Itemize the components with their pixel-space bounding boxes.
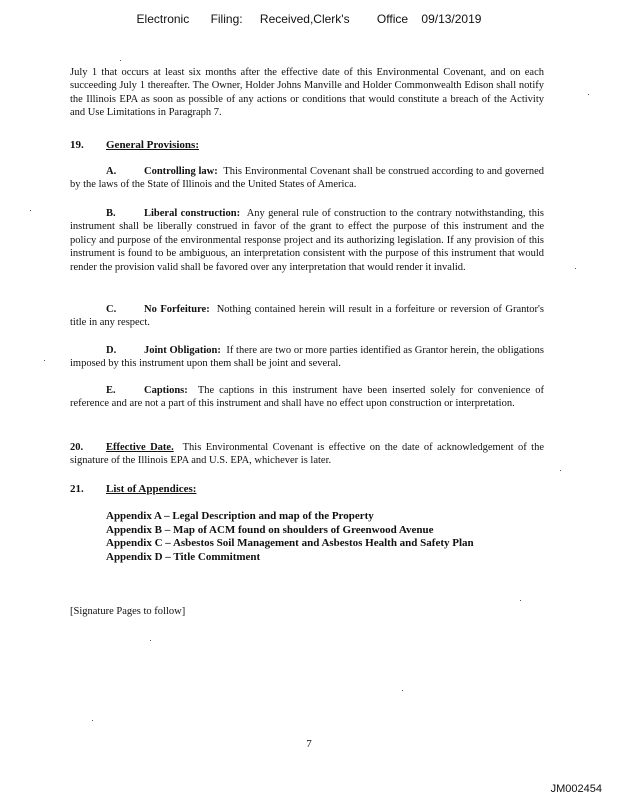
provision-b — [70, 207, 544, 274]
provision-e — [70, 384, 544, 411]
page-number: 7 — [306, 738, 312, 750]
provision-text: Nothing contained herein will result in a forfeiture or reversion of Grantor's title in any respect. — [70, 304, 544, 329]
provision-d — [70, 344, 544, 371]
stamp-word: Office — [376, 12, 409, 26]
scan-speck — [92, 720, 93, 721]
provision-title: Joint Obligation: — [144, 345, 221, 356]
intro-text: July 1 that occurs at least six months after the effective date of this Environmental Covenant, and on each succeeding July 1 thereafter. The Owner, Holder Johns Manville and Holder Commonwealth Edison shall notify the Illinois EPA as soon as possible of any actions or conditions that would constitute a breach of the Activity and Use Limitations in Paragraph 7. — [70, 67, 544, 119]
section-number: 20. — [70, 442, 84, 453]
section-title: List of Appendices: — [106, 483, 197, 495]
section-19-heading — [70, 139, 199, 151]
appendix-item: Appendix B – Map of ACM found on shoulders of Greenwood Avenue — [106, 523, 434, 536]
bates-number: JM002454 — [550, 783, 602, 795]
provision-text: If there are two or more parties identified as Grantor herein, the obligations imposed by this instrument upon them shall be joint and several. — [70, 345, 545, 370]
section-20 — [70, 441, 544, 468]
section-title: General Provisions: — [106, 139, 199, 151]
scan-speck — [44, 360, 45, 361]
scan-speck — [402, 690, 403, 691]
section-21-heading — [70, 483, 196, 495]
stamp-word: Electronic — [136, 12, 190, 26]
scan-speck — [520, 600, 521, 601]
provision-label: B. — [106, 208, 116, 219]
scan-speck — [120, 60, 121, 61]
provision-label: C. — [106, 304, 117, 315]
scan-speck — [30, 210, 31, 211]
scan-speck — [575, 268, 576, 269]
provision-text: The captions in this instrument have been inserted solely for convenience of reference and are not a part of this instrument and shall have no effect upon construction or interpretation. — [70, 385, 544, 410]
section-text: This Environmental Covenant is effective on the date of acknowledgement of the signature of the Illinois EPA and U.S. EPA, whichever is later. — [70, 442, 545, 467]
appendix-item: Appendix C – Asbestos Soil Management and Asbestos Health and Safety Plan — [106, 537, 474, 550]
provision-c — [70, 303, 544, 330]
provision-title: No Forfeiture: — [144, 304, 210, 315]
provision-text: Any general rule of construction to the contrary notwithstanding, this instrument shall be liberally construed in favor of the grant to effect the purpose of this instrument and the policy and purpose of the environmental response project and its authorizing legislation. If any provision of this instrument is found to be ambiguous, an interpretation consistent with the purpose of this instrument that would render the provision valid shall be favored over any interpretation that would render it invalid. — [70, 208, 544, 273]
filing-stamp — [0, 12, 618, 26]
section-number: 21. — [70, 483, 84, 495]
provision-text: This Environmental Covenant shall be construed according to and governed by the laws of the State of Illinois and the United States of America. — [70, 166, 544, 191]
section-title: Effective Date. — [106, 442, 174, 453]
provision-label: D. — [106, 345, 117, 356]
appendix-item: Appendix D – Title Commitment — [106, 550, 261, 563]
scan-speck — [560, 470, 561, 471]
intro-paragraph — [70, 66, 544, 120]
provision-title: Liberal construction: — [144, 208, 241, 219]
provision-label: A. — [106, 166, 117, 177]
appendix-item: Appendix A – Legal Description and map of the Property — [106, 510, 374, 522]
scan-speck — [150, 640, 151, 641]
provision-label: E. — [106, 385, 116, 396]
provision-title: Controlling law: — [144, 166, 218, 177]
section-number: 19. — [70, 139, 84, 151]
stamp-date: 09/13/2019 — [421, 12, 482, 26]
provision-a — [70, 165, 544, 192]
provision-title: Captions: — [144, 385, 188, 396]
stamp-word: Filing: — [210, 12, 243, 26]
scan-speck — [588, 94, 589, 95]
signature-note: [Signature Pages to follow] — [70, 606, 186, 617]
stamp-word: Received,Clerk's — [259, 12, 350, 26]
appendix-list — [106, 510, 474, 564]
